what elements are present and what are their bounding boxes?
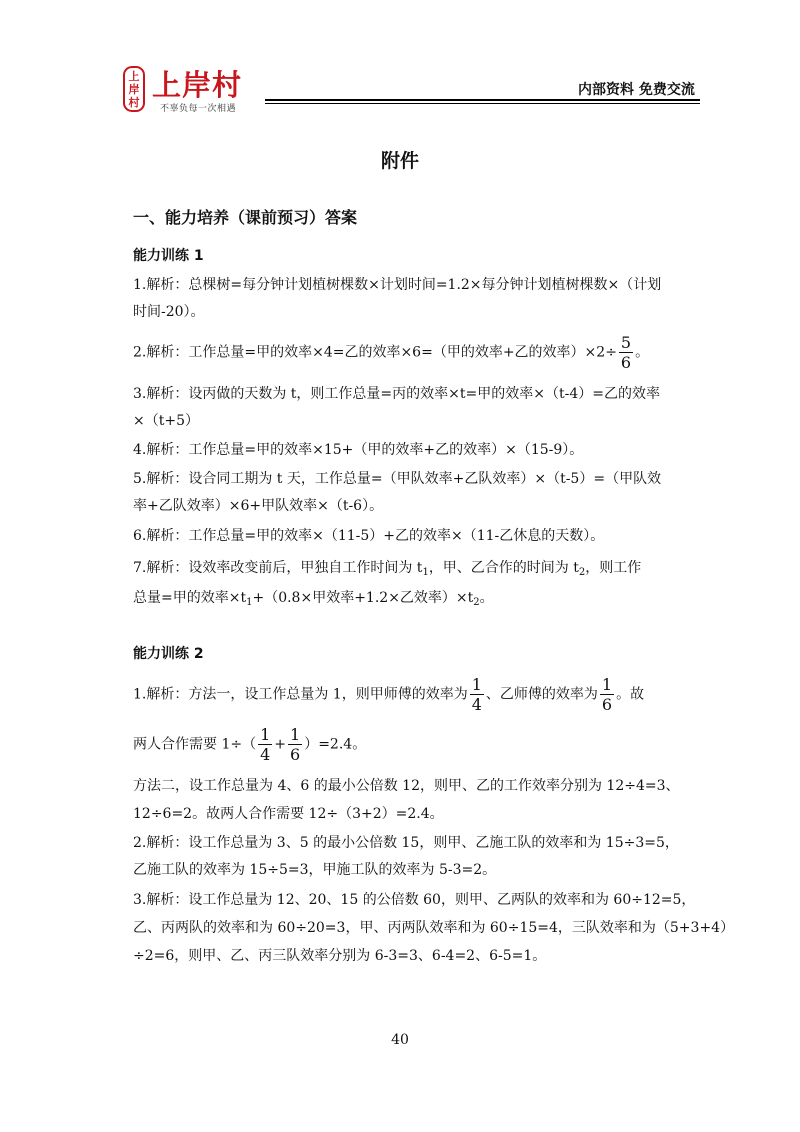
logo-text: 上岸村 <box>152 68 243 102</box>
fraction: $\frac{1}{4}$ <box>471 675 482 714</box>
logo-seal: 上岸村 <box>123 66 145 112</box>
t1-line-3a: 3.解析：设丙做的天数为 t，则工作总量=丙的效率×t=甲的效率×（t-4）=乙的效率 <box>133 386 660 402</box>
header-rule-thick <box>265 99 700 101</box>
training1-heading: 能力训练 1 <box>133 248 204 264</box>
t1-line-1a: 1.解析：总棵树=每分钟计划植树棵数×计划时间=1.2×每分钟计划植树棵数×（计划 <box>133 277 662 293</box>
fraction: $\frac{1}{6}$ <box>601 675 613 714</box>
t1-line-6: 6.解析：工作总量=甲的效率×（11-5）+乙的效率×（11-乙休息的天数）。 <box>133 528 605 544</box>
header-rule-thin <box>265 103 700 104</box>
t1-line-7a: 7.解析：设效率改变前后，甲独自工作时间为 $t_1$，甲、乙合作的时间为 $t_2$，则工作 <box>133 560 642 578</box>
t1-line-5a: 5.解析：设合同工期为 t 天，工作总量=（甲队效率+乙队效率）×（t-5）=（甲队效 <box>133 471 662 487</box>
t2-line-3a: 3.解析：设工作总量为 12、20、15 的公倍数 60，则甲、乙两队的效率和为 60÷12=5， <box>133 892 696 908</box>
fraction: $\frac{1}{6}$ <box>290 725 301 764</box>
fraction: $\frac{1}{4}$ <box>260 725 271 764</box>
training2-heading: 能力训练 2 <box>133 646 204 662</box>
t2-line-3c: ÷2=6，则甲、乙、丙三队效率分别为 6-3=3、6-4=2、6-5=1。 <box>133 948 547 964</box>
page-number: 40 <box>391 1032 409 1048</box>
fraction: $\frac{5}{6}$ <box>620 333 632 372</box>
logo-slogan: 不辜负每一次相遇 <box>160 104 237 114</box>
t2-line-2a: 2.解析：设工作总量为 3、5 的最小公倍数 15，则甲、乙施工队的效率和为 15÷3=5， <box>133 835 679 851</box>
section-heading: 一、能力培养（课前预习）答案 <box>133 208 358 227</box>
t2-method2-a: 方法二，设工作总量为 4、6 的最小公倍数 12，则甲、乙的工作效率分别为 12÷4=3、 <box>133 778 680 794</box>
t2-line-3b: 乙、丙两队的效率和为 60÷20=3，甲、丙两队效率和为 60÷15=4，三队效率和为（5+3+4） <box>133 920 735 936</box>
t1-line-7b: 总量=甲的效率$\times t_1+(0.8\times$甲效率+1.2×乙效率）$\times t_2$。 <box>133 590 494 608</box>
t1-line-5b: 率+乙队效率）×6+甲队效率×（t-6）。 <box>133 498 384 514</box>
t2-line-2b: 乙施工队的效率为 15÷5=3，甲施工队的效率为 5-3=2。 <box>133 862 497 878</box>
t2-line-1b: 两人合作需要 1÷（ $\frac{1}{4}$ + $\frac{1}{6}$ ）=2.4。 <box>133 725 367 764</box>
t2-line-1a: 1.解析：方法一，设工作总量为 1，则甲师傅的效率为 $\frac{1}{4}$ 、乙师傅的效率为 $\frac{1}{6}$ 。故 <box>133 675 645 714</box>
t1-line-3b: ×（t+5） <box>133 413 199 429</box>
page-title: 附件 <box>380 150 419 172</box>
t2-method2-b: 12÷6=2。故两人合作需要 12÷（3+2）=2.4。 <box>133 806 444 822</box>
header-right-text: 内部资料 免费交流 <box>578 82 695 98</box>
t1-line-2: 2.解析：工作总量=甲的效率×4=乙的效率×6=（甲的效率+乙的效率）×2÷ $\frac{5}{6}$ 。 <box>133 333 650 372</box>
t1-line-1b: 时间-20）。 <box>133 304 205 320</box>
t1-line-4: 4.解析：工作总量=甲的效率×15+（甲的效率+乙的效率）×（15-9）。 <box>133 442 584 458</box>
